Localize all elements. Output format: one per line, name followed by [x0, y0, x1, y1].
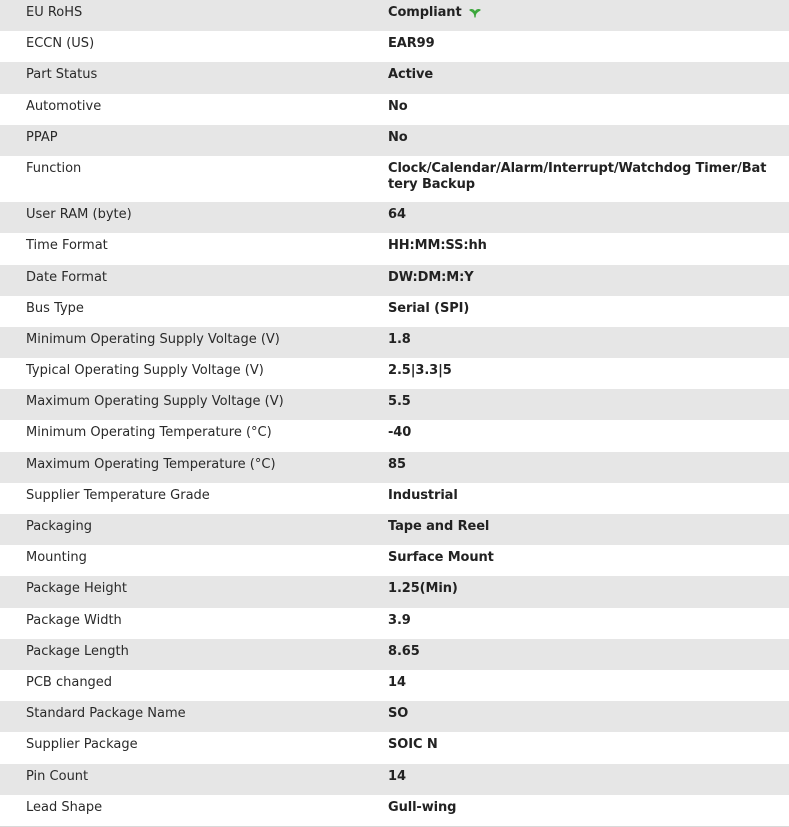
spec-row-date-format — [0, 265, 789, 296]
spec-value: Surface Mount — [388, 550, 494, 566]
spec-row-eccn — [0, 31, 789, 62]
spec-label: Maximum Operating Temperature (°C) — [26, 456, 276, 472]
spec-row-package-length — [0, 639, 789, 670]
spec-value: 5.5 — [388, 394, 411, 410]
spec-row-supplier-package — [0, 732, 789, 763]
spec-label: Typical Operating Supply Voltage (V) — [26, 363, 264, 379]
spec-label: Date Format — [26, 269, 108, 285]
spec-label: Package Width — [26, 612, 122, 628]
spec-value: Clock/Calendar/Alarm/Interrupt/Watchdog Timer/Battery Backup — [388, 160, 767, 192]
spec-label: Lead Shape — [26, 799, 103, 815]
spec-value: No — [388, 98, 408, 114]
spec-value: Industrial — [388, 487, 458, 503]
spec-label: Standard Package Name — [26, 706, 186, 722]
spec-label: Package Length — [26, 643, 129, 659]
spec-label: PPAP — [26, 129, 58, 145]
spec-label: Pin Count — [26, 768, 89, 784]
spec-value: 3.9 — [388, 612, 411, 628]
spec-value: No — [388, 129, 408, 145]
spec-label: Minimum Operating Temperature (°C) — [26, 425, 272, 441]
spec-value: 14 — [388, 768, 406, 784]
spec-row-min-temp — [0, 420, 789, 451]
spec-label: Automotive — [26, 98, 102, 114]
spec-row-package-width — [0, 608, 789, 639]
spec-row-package-height — [0, 576, 789, 607]
spec-value: 1.8 — [388, 331, 411, 347]
spec-row-ppap — [0, 125, 789, 156]
leaf-icon — [468, 6, 482, 18]
spec-label: Maximum Operating Supply Voltage (V) — [26, 394, 284, 410]
spec-row-pcb-changed — [0, 670, 789, 701]
spec-row-eu-rohs — [0, 0, 789, 31]
spec-value: 85 — [388, 456, 406, 472]
spec-row-part-status — [0, 62, 789, 93]
spec-value: 64 — [388, 207, 406, 223]
spec-value: Tape and Reel — [388, 519, 490, 534]
spec-row-temp-grade — [0, 483, 789, 514]
spec-value: Serial (SPI) — [388, 300, 470, 316]
spec-label: Supplier Package — [26, 737, 138, 753]
spec-row-bus-type — [0, 296, 789, 327]
spec-row-automotive — [0, 94, 789, 125]
spec-row-max-supply-voltage — [0, 389, 789, 420]
spec-row-packaging — [0, 514, 789, 545]
spec-label: Function — [26, 160, 82, 176]
spec-label: Supplier Temperature Grade — [26, 487, 210, 503]
spec-row-user-ram — [0, 202, 789, 233]
spec-row-typ-supply-voltage — [0, 358, 789, 389]
spec-value: 1.25(Min) — [388, 581, 458, 597]
spec-value: 14 — [388, 674, 406, 690]
spec-value: SO — [388, 706, 409, 722]
spec-label: Packaging — [26, 519, 92, 534]
spec-value: DW:DM:M:Y — [388, 269, 474, 285]
spec-row-max-temp — [0, 452, 789, 483]
spec-value-text: Compliant — [388, 5, 462, 20]
spec-value — [388, 5, 768, 21]
spec-label: Part Status — [26, 67, 98, 83]
spec-value: -40 — [388, 425, 412, 441]
spec-value: Gull-wing — [388, 799, 457, 815]
spec-label: Minimum Operating Supply Voltage (V) — [26, 331, 280, 347]
spec-value: SOIC N — [388, 737, 438, 753]
spec-label: PCB changed — [26, 674, 113, 690]
spec-row-mounting — [0, 545, 789, 576]
spec-value: HH:MM:SS:hh — [388, 238, 487, 254]
spec-row-function — [0, 156, 789, 202]
spec-row-min-supply-voltage — [0, 327, 789, 358]
spec-value: Active — [388, 67, 434, 83]
spec-label: Package Height — [26, 581, 127, 597]
spec-label: Bus Type — [26, 300, 84, 316]
spec-value: EAR99 — [388, 36, 435, 52]
spec-label: ECCN (US) — [26, 36, 95, 52]
spec-row-lead-shape — [0, 795, 789, 826]
spec-label: Mounting — [26, 550, 87, 566]
spec-row-time-format — [0, 233, 789, 264]
spec-value: 8.65 — [388, 643, 420, 659]
spec-label: EU RoHS — [26, 5, 83, 20]
spec-label: Time Format — [26, 238, 108, 254]
spec-label: User RAM (byte) — [26, 207, 132, 223]
spec-row-pin-count — [0, 764, 789, 795]
spec-value: 2.5|3.3|5 — [388, 363, 452, 379]
spec-row-std-package-name — [0, 701, 789, 732]
